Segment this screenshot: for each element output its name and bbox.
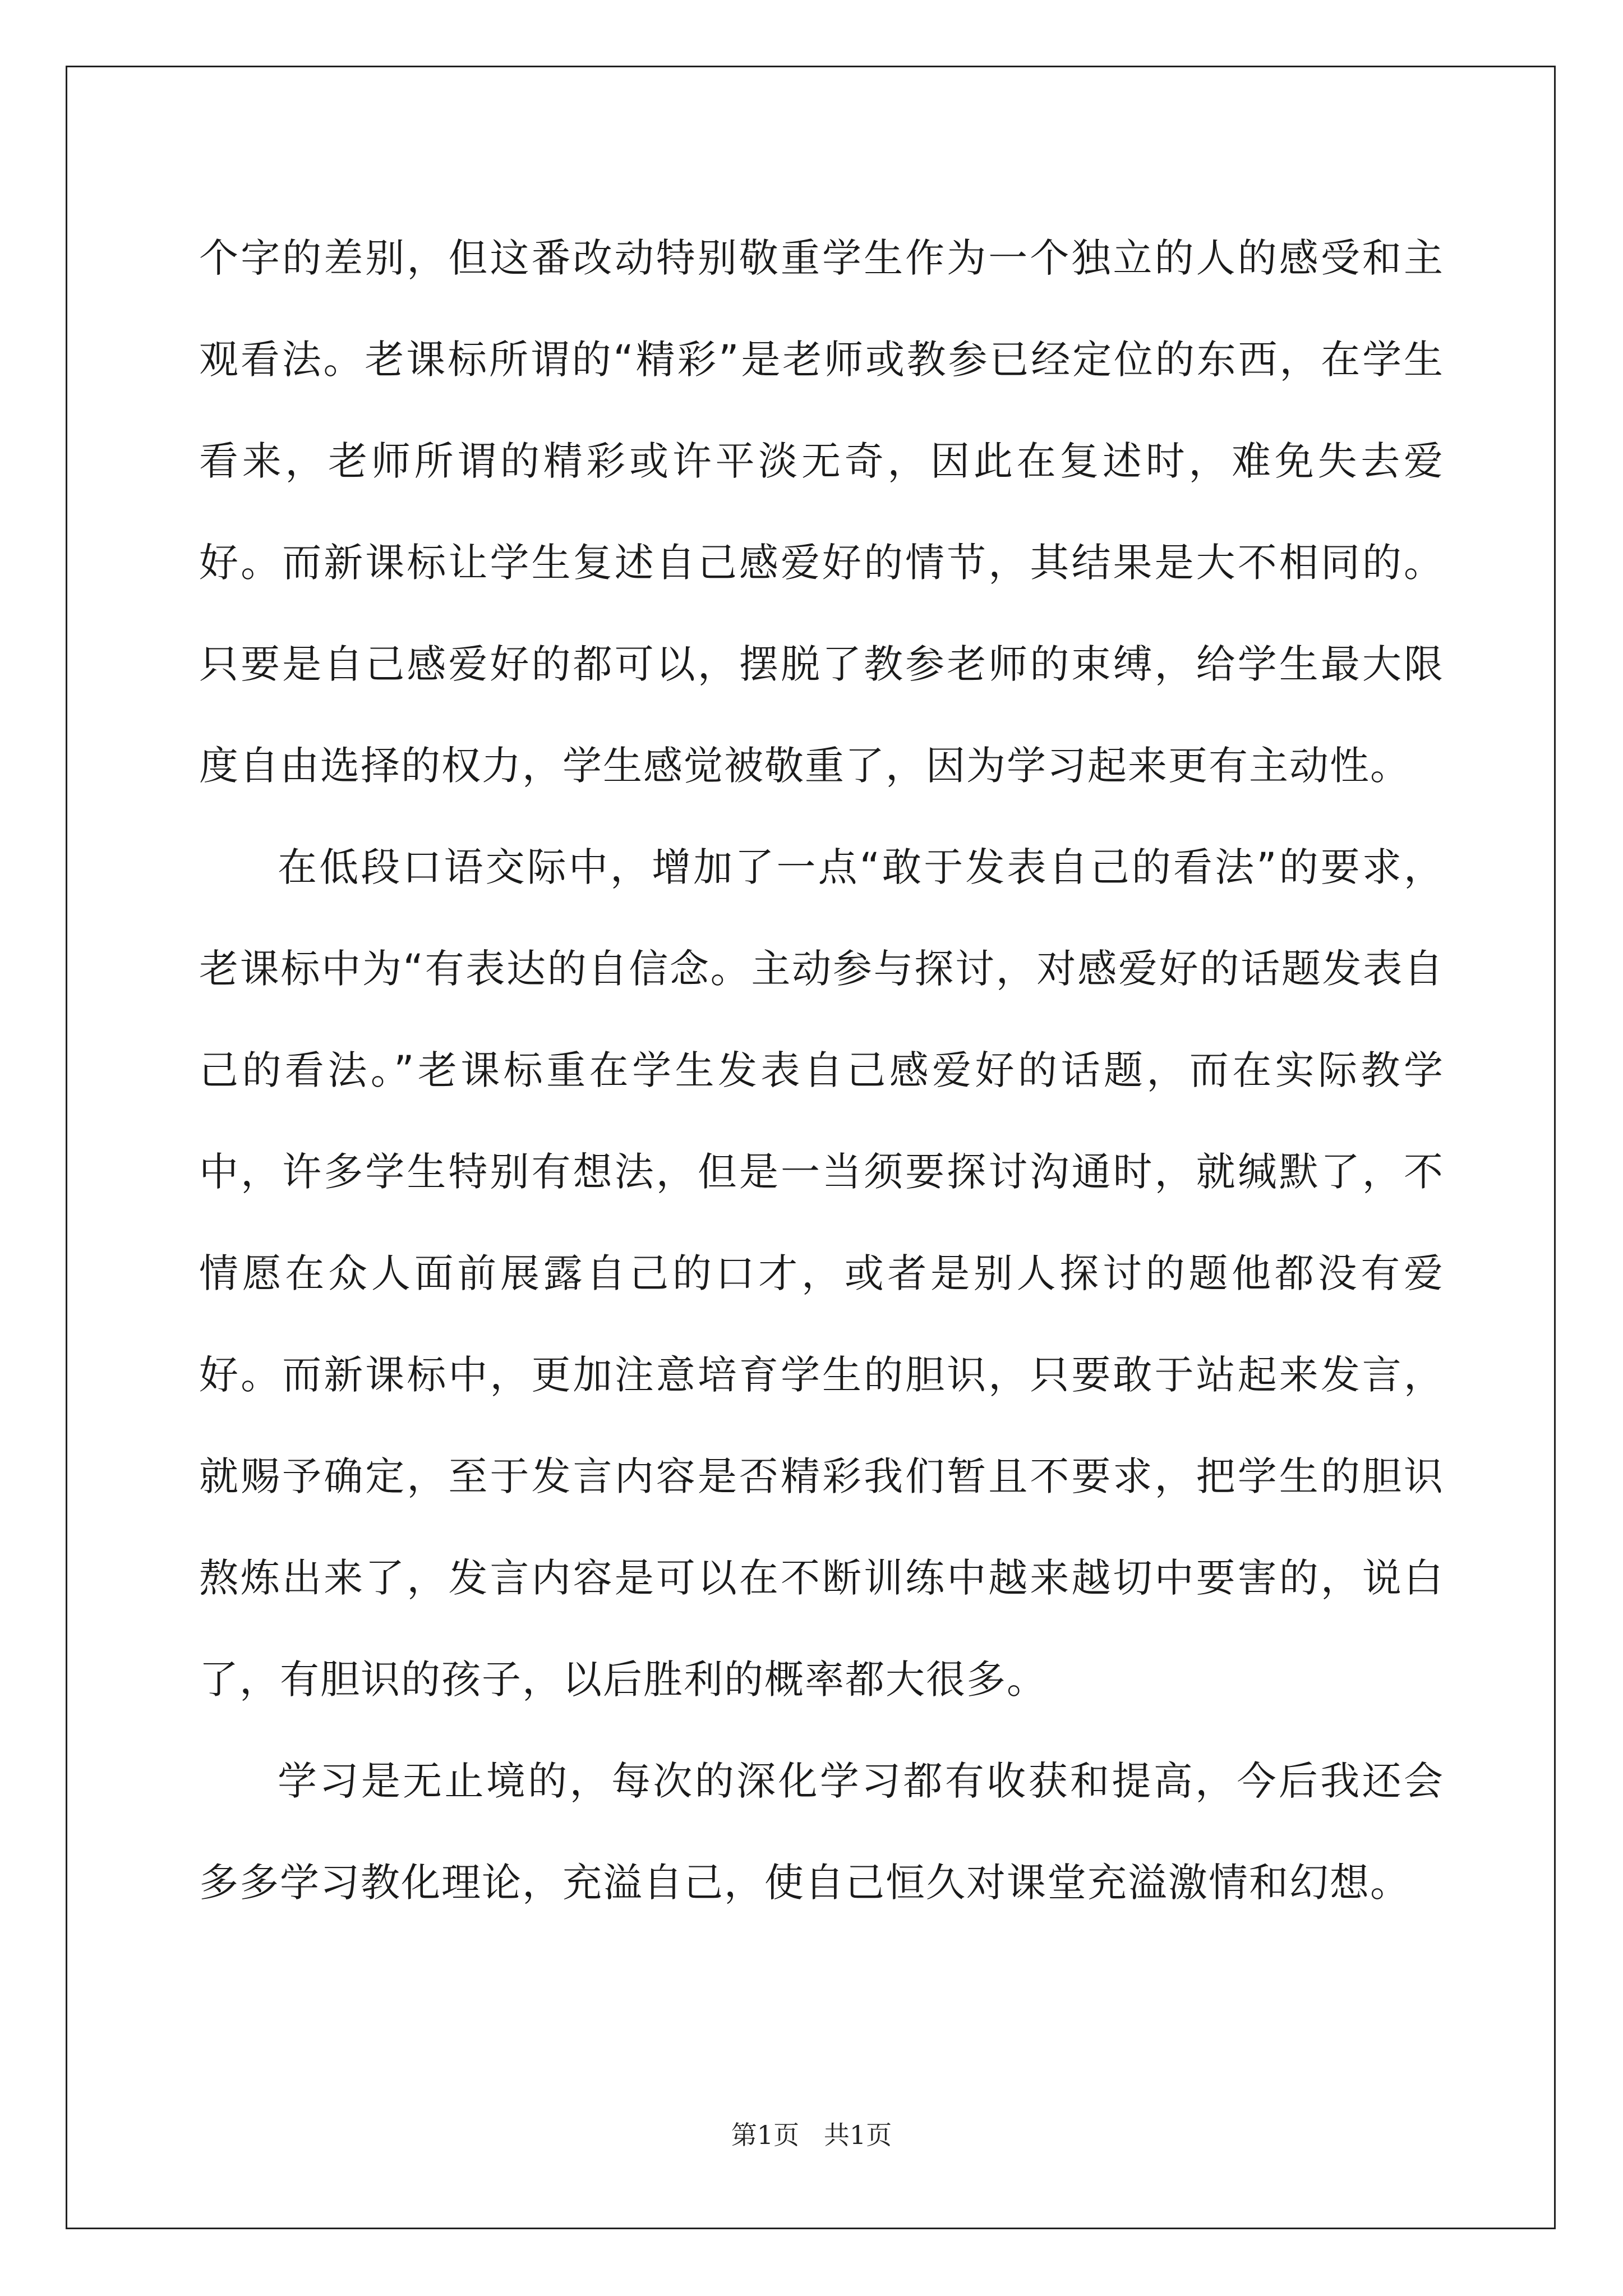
paragraph-1: 个字的差别，但这番改动特别敬重学生作为一个独立的人的感受和主观看法。老课标所谓的“精彩”是老师或教参已经定位的东西，在学生看来，老师所谓的精彩或许平淡无奇，因此在复述时，难免失去爱好。而新课标让学生复述自己感爱好的情节，其结果是大不相同的。只要是自己感爱好的都可以，摆脱了教参老师的束缚，给学生最大限度自由选择的权力，学生感觉被敬重了，因为学习起来更有主动性。 <box>199 235 1444 789</box>
paragraph-2: 在低段口语交际中，增加了一点“敢于发表自己的看法”的要求，老课标中为“有表达的自信念。主动参与探讨，对感爱好的话题发表自己的看法。”老课标重在学生发表自己感爱好的话题，而在实际教学中，许多学生特别有想法，但是一当须要探讨沟通时，就缄默了，不情愿在众人面前展露自己的口才，或者是别人探讨的题他都没有爱好。而新课标中，更加注意培育学生的胆识，只要敢于站起来发言，就赐予确定，至于发言内容是否精彩我们暂且不要求，把学生的胆识熬炼出来了，发言内容是可以在不断训练中越来越切中要害的，说白了，有胆识的孩子，以后胜利的概率都大很多。 <box>199 844 1444 1703</box>
document-body <box>199 208 1444 1934</box>
page-number-footer: 第1页 共1页 <box>731 2120 892 2150</box>
paragraph-3: 学习是无止境的，每次的深化学习都有收获和提高，今后我还会多多学习教化理论，充溢自己，使自己恒久对课堂充溢激情和幻想。 <box>199 1758 1444 1906</box>
